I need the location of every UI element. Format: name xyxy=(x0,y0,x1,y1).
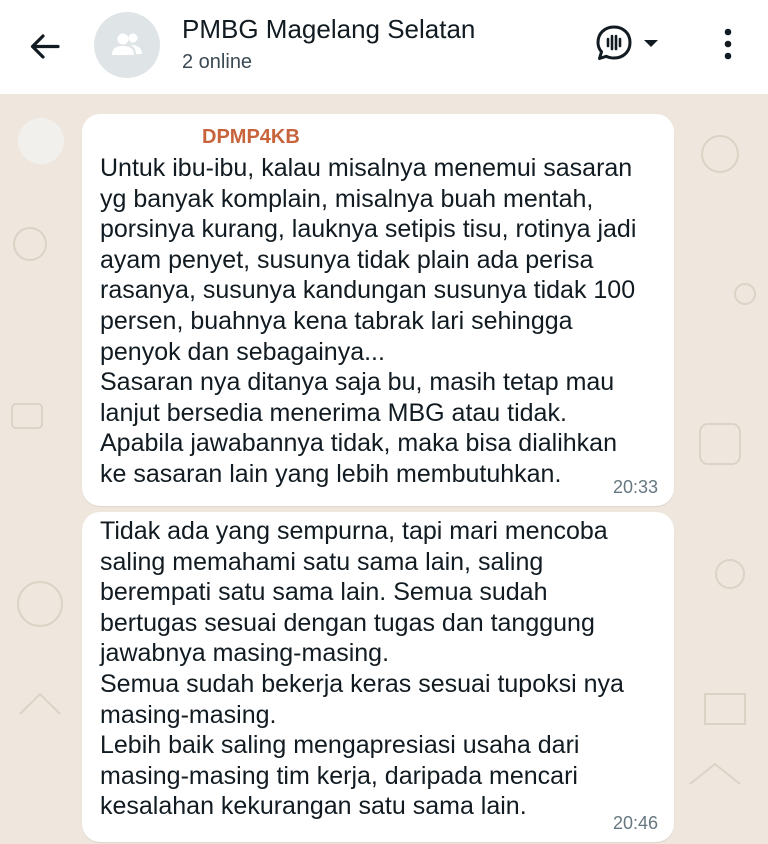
arrow-left-icon xyxy=(22,24,68,70)
menu-button[interactable] xyxy=(708,22,748,70)
message-time: 20:46 xyxy=(612,813,658,833)
chat-header xyxy=(0,0,768,94)
message-bubble[interactable] xyxy=(82,114,674,506)
group-icon xyxy=(109,27,145,63)
sender-avatar[interactable] xyxy=(18,118,64,164)
chat-title-block[interactable] xyxy=(182,14,582,75)
voice-chat-button[interactable] xyxy=(594,20,664,68)
chat-area[interactable] xyxy=(0,94,768,844)
message-text: Tidak ada yang sempurna, tapi mari mencoba saling memahami satu sama lain, saling berempati satu sama lain. Semua sudah bertugas sesuai dengan tugas dan tanggung jawabnya masing-masing. Semua sudah bekerja keras sesuai tupoksi nya masing-masing. Lebih baik saling mengapresiasi usaha dari masing-masing tim kerja, daripada mencari kesalahan kekurangan satu sama lain. xyxy=(100,517,624,821)
message-text: Untuk ibu-ibu, kalau misalnya menemui sasaran yg banyak komplain, misalnya buah mentah, porsinya kurang, lauknya setipis tisu, rotinya jadi ayam penyet, susunya tidak plain ada perisa rasanya, susunya kandungan susunya tidak 100 persen, buahnya kena tabrak lari sehingga penyok dan sebagainya... Sasaran nya ditanya saja bu, masih tetap mau lanjut bersedia menerima MBG atau tidak. Apabila jawabannya tidak, maka bisa dialihkan ke sasaran lain yang lebih membutuhkan. xyxy=(100,154,637,488)
chat-title: PMBG Magelang Selatan xyxy=(182,14,476,44)
back-button[interactable] xyxy=(22,24,68,70)
more-vertical-icon xyxy=(708,22,748,70)
message-time: 20:33 xyxy=(612,477,658,497)
message-bubble[interactable] xyxy=(82,512,674,842)
online-status: 2 online xyxy=(182,51,253,73)
caret-down-icon xyxy=(640,20,662,68)
sender-name[interactable]: DPMP4KB xyxy=(202,126,300,148)
group-avatar[interactable] xyxy=(94,12,160,78)
voice-chat-icon xyxy=(594,20,638,68)
